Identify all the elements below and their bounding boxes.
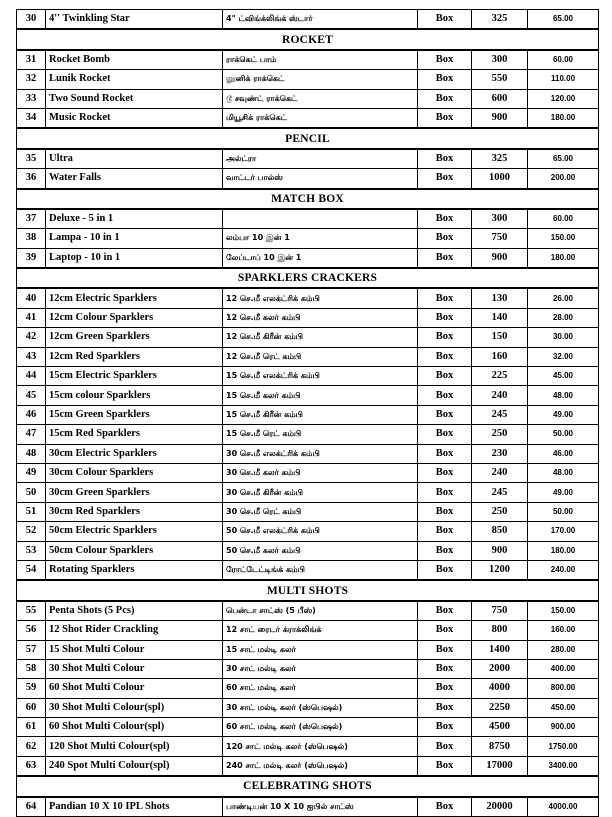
unit-cell: Box — [418, 560, 472, 580]
section-title: ROCKET — [17, 29, 599, 49]
amount-cell: 800.00 — [528, 679, 599, 698]
item-number-cell: 31 — [17, 50, 46, 70]
unit-cell: Box — [418, 367, 472, 386]
quantity-cell: 240 — [472, 463, 528, 482]
product-row — [17, 621, 599, 640]
amount-cell: 50.00 — [528, 502, 599, 521]
item-name-english-cell: 12cm Colour Sparklers — [46, 308, 223, 327]
quantity-cell: 900 — [472, 108, 528, 128]
item-name-tamil-cell: 30 செ.மீ ரெட் கம்பி — [223, 502, 418, 521]
item-name-tamil-cell: ரோட்டேட்டிங்க் கம்பி — [223, 560, 418, 580]
amount-cell: 120.00 — [528, 89, 599, 108]
unit-cell: Box — [418, 288, 472, 308]
unit-cell: Box — [418, 621, 472, 640]
item-name-english-cell: 30cm Electric Sparklers — [46, 444, 223, 463]
item-number-cell: 61 — [17, 718, 46, 737]
unit-cell: Box — [418, 444, 472, 463]
unit-cell: Box — [418, 405, 472, 424]
amount-cell: 49.00 — [528, 483, 599, 502]
item-name-tamil-cell: லேப்டாப் 10 இன் 1 — [223, 248, 418, 268]
item-name-english-cell: 15cm Electric Sparklers — [46, 367, 223, 386]
item-name-english-cell: Ultra — [46, 149, 223, 169]
item-name-tamil-cell: 30 செ.மீ கிரீன் கம்பி — [223, 483, 418, 502]
quantity-cell: 160 — [472, 347, 528, 366]
amount-cell: 65.00 — [528, 10, 599, 30]
quantity-cell: 550 — [472, 70, 528, 89]
amount-cell: 1750.00 — [528, 737, 599, 756]
item-name-tamil-cell: 15 சாட் மல்டி கலர் — [223, 640, 418, 659]
item-name-english-cell: Deluxe - 5 in 1 — [46, 209, 223, 229]
item-name-english-cell: 30 Shot Multi Colour — [46, 659, 223, 678]
item-number-cell: 49 — [17, 463, 46, 482]
item-number-cell: 36 — [17, 169, 46, 189]
unit-cell: Box — [418, 522, 472, 541]
amount-cell: 170.00 — [528, 522, 599, 541]
item-number-cell: 57 — [17, 640, 46, 659]
item-number-cell: 34 — [17, 108, 46, 128]
section-title: PENCIL — [17, 128, 599, 148]
item-name-english-cell: 15cm Red Sparklers — [46, 425, 223, 444]
item-name-tamil-cell: 12 செ.மீ கலர் கம்பி — [223, 308, 418, 327]
item-name-english-cell: 50cm Electric Sparklers — [46, 522, 223, 541]
item-number-cell: 52 — [17, 522, 46, 541]
quantity-cell: 250 — [472, 425, 528, 444]
amount-cell: 3400.00 — [528, 756, 599, 776]
item-name-tamil-cell: ராக்கெட் பாம் — [223, 50, 418, 70]
amount-cell: 150.00 — [528, 229, 599, 248]
item-number-cell: 33 — [17, 89, 46, 108]
item-name-english-cell: 30cm Colour Sparklers — [46, 463, 223, 482]
amount-cell: 60.00 — [528, 50, 599, 70]
item-name-tamil-cell: 12 செ.மீ ரெட் கம்பி — [223, 347, 418, 366]
quantity-cell: 750 — [472, 229, 528, 248]
item-name-english-cell: Two Sound Rocket — [46, 89, 223, 108]
quantity-cell: 225 — [472, 367, 528, 386]
amount-cell: 110.00 — [528, 70, 599, 89]
quantity-cell: 2250 — [472, 698, 528, 717]
item-name-tamil-cell: பாண்டியன் 10 X 10 ஐபில் சாட்ஸ் — [223, 797, 418, 817]
amount-cell: 180.00 — [528, 108, 599, 128]
quantity-cell: 1400 — [472, 640, 528, 659]
product-row — [17, 347, 599, 366]
item-name-english-cell: 30cm Green Sparklers — [46, 483, 223, 502]
section-header-row — [17, 189, 599, 209]
item-name-english-cell: Pandian 10 X 10 IPL Shots — [46, 797, 223, 817]
quantity-cell: 240 — [472, 386, 528, 405]
item-number-cell: 44 — [17, 367, 46, 386]
quantity-cell: 1200 — [472, 560, 528, 580]
unit-cell: Box — [418, 70, 472, 89]
amount-cell: 400.00 — [528, 659, 599, 678]
item-name-tamil-cell: 15 செ.மீ ரெட் கம்பி — [223, 425, 418, 444]
product-row — [17, 70, 599, 89]
unit-cell: Box — [418, 347, 472, 366]
item-name-tamil-cell: 30 செ.மீ கலர் கம்பி — [223, 463, 418, 482]
unit-cell: Box — [418, 718, 472, 737]
unit-cell: Box — [418, 248, 472, 268]
quantity-cell: 325 — [472, 149, 528, 169]
item-name-tamil-cell: பென்டா சாட்ஸ் (5 பீஸ்) — [223, 601, 418, 621]
product-row — [17, 89, 599, 108]
quantity-cell: 300 — [472, 209, 528, 229]
item-number-cell: 45 — [17, 386, 46, 405]
quantity-cell: 245 — [472, 483, 528, 502]
unit-cell: Box — [418, 679, 472, 698]
unit-cell: Box — [418, 169, 472, 189]
unit-cell: Box — [418, 386, 472, 405]
product-row — [17, 698, 599, 717]
unit-cell: Box — [418, 737, 472, 756]
unit-cell: Box — [418, 108, 472, 128]
quantity-cell: 4000 — [472, 679, 528, 698]
item-number-cell: 30 — [17, 10, 46, 30]
item-number-cell: 37 — [17, 209, 46, 229]
item-name-tamil-cell: 4" ட்விங்க்லிங்க் ஸ்டார் — [223, 10, 418, 30]
amount-cell: 45.00 — [528, 367, 599, 386]
item-name-english-cell: Water Falls — [46, 169, 223, 189]
item-number-cell: 35 — [17, 149, 46, 169]
item-number-cell: 51 — [17, 502, 46, 521]
product-row — [17, 169, 599, 189]
quantity-cell: 800 — [472, 621, 528, 640]
item-number-cell: 50 — [17, 483, 46, 502]
amount-cell: 65.00 — [528, 149, 599, 169]
item-name-tamil-cell: 15 செ.மீ எலக்ட்ரிக் கம்பி — [223, 367, 418, 386]
amount-cell: 60.00 — [528, 209, 599, 229]
item-name-tamil-cell: 30 சாட் மல்டி கலர் — [223, 659, 418, 678]
item-name-tamil-cell: மியூசிக் ராக்கெட் — [223, 108, 418, 128]
section-header-row — [17, 580, 599, 600]
section-title: MATCH BOX — [17, 189, 599, 209]
quantity-cell: 300 — [472, 50, 528, 70]
quantity-cell: 600 — [472, 89, 528, 108]
item-number-cell: 62 — [17, 737, 46, 756]
item-name-english-cell: 12cm Red Sparklers — [46, 347, 223, 366]
quantity-cell: 130 — [472, 288, 528, 308]
product-row — [17, 444, 599, 463]
item-name-tamil-cell — [223, 209, 418, 229]
amount-cell: 4000.00 — [528, 797, 599, 817]
item-name-english-cell: 15 Shot Multi Colour — [46, 640, 223, 659]
unit-cell: Box — [418, 541, 472, 560]
quantity-cell: 750 — [472, 601, 528, 621]
quantity-cell: 150 — [472, 328, 528, 347]
amount-cell: 240.00 — [528, 560, 599, 580]
product-row — [17, 522, 599, 541]
item-number-cell: 32 — [17, 70, 46, 89]
item-name-english-cell: 240 Spot Multi Colour(spl) — [46, 756, 223, 776]
item-name-tamil-cell: 50 செ.மீ எலக்ட்ரிக் கம்பி — [223, 522, 418, 541]
item-name-english-cell: Rocket Bomb — [46, 50, 223, 70]
item-name-tamil-cell: 240 சாட் மல்டி கலர் (ஸ்பெஷல்) — [223, 756, 418, 776]
item-name-tamil-cell: 50 செ.மீ கலர் கம்பி — [223, 541, 418, 560]
product-row — [17, 248, 599, 268]
item-name-english-cell: Laptop - 10 in 1 — [46, 248, 223, 268]
item-name-tamil-cell: லம்பா 10 இன் 1 — [223, 229, 418, 248]
item-name-english-cell: 60 Shot Multi Colour — [46, 679, 223, 698]
quantity-cell: 325 — [472, 10, 528, 30]
section-header-row — [17, 776, 599, 796]
amount-cell: 32.00 — [528, 347, 599, 366]
amount-cell: 450.00 — [528, 698, 599, 717]
amount-cell: 180.00 — [528, 541, 599, 560]
quantity-cell: 4500 — [472, 718, 528, 737]
product-row — [17, 640, 599, 659]
amount-cell: 46.00 — [528, 444, 599, 463]
item-name-tamil-cell: 12 செ.மீ கிரீன் கம்பி — [223, 328, 418, 347]
item-name-english-cell: Rotating Sparklers — [46, 560, 223, 580]
amount-cell: 200.00 — [528, 169, 599, 189]
item-number-cell: 43 — [17, 347, 46, 366]
section-title: MULTI SHOTS — [17, 580, 599, 600]
item-number-cell: 47 — [17, 425, 46, 444]
item-number-cell: 42 — [17, 328, 46, 347]
item-name-tamil-cell: 30 செ.மீ எலக்ட்ரிக் கம்பி — [223, 444, 418, 463]
unit-cell: Box — [418, 149, 472, 169]
unit-cell: Box — [418, 483, 472, 502]
item-name-tamil-cell: 30 சாட் மல்டி கலர் (ஸ்பெஷல்) — [223, 698, 418, 717]
item-number-cell: 59 — [17, 679, 46, 698]
item-number-cell: 41 — [17, 308, 46, 327]
quantity-cell: 2000 — [472, 659, 528, 678]
item-name-english-cell: 60 Shot Multi Colour(spl) — [46, 718, 223, 737]
product-row — [17, 405, 599, 424]
item-name-tamil-cell: லூனிக் ராக்கெட் — [223, 70, 418, 89]
item-name-english-cell: 4'' Twinkling Star — [46, 10, 223, 30]
item-name-english-cell: 15cm Green Sparklers — [46, 405, 223, 424]
product-row — [17, 797, 599, 817]
item-name-tamil-cell: வாட்டர் பால்ஸ் — [223, 169, 418, 189]
item-name-tamil-cell: 15 செ.மீ கலர் கம்பி — [223, 386, 418, 405]
product-row — [17, 149, 599, 169]
product-row — [17, 463, 599, 482]
unit-cell: Box — [418, 229, 472, 248]
product-row — [17, 560, 599, 580]
item-number-cell: 58 — [17, 659, 46, 678]
product-row — [17, 737, 599, 756]
quantity-cell: 1000 — [472, 169, 528, 189]
product-row — [17, 386, 599, 405]
product-row — [17, 288, 599, 308]
quantity-cell: 17000 — [472, 756, 528, 776]
section-header-row — [17, 128, 599, 148]
unit-cell: Box — [418, 425, 472, 444]
item-number-cell: 46 — [17, 405, 46, 424]
item-name-tamil-cell: டூ சவுண்ட் ராக்கெட் — [223, 89, 418, 108]
unit-cell: Box — [418, 502, 472, 521]
quantity-cell: 850 — [472, 522, 528, 541]
item-name-tamil-cell: 60 சாட் மல்டி கலர் (ஸ்பெஷல்) — [223, 718, 418, 737]
quantity-cell: 8750 — [472, 737, 528, 756]
unit-cell: Box — [418, 601, 472, 621]
product-row — [17, 718, 599, 737]
quantity-cell: 230 — [472, 444, 528, 463]
unit-cell: Box — [418, 756, 472, 776]
unit-cell: Box — [418, 209, 472, 229]
unit-cell: Box — [418, 50, 472, 70]
product-row — [17, 10, 599, 30]
item-name-tamil-cell: 60 சாட் மல்டி கலர் — [223, 679, 418, 698]
item-name-english-cell: Lunik Rocket — [46, 70, 223, 89]
amount-cell: 48.00 — [528, 386, 599, 405]
unit-cell: Box — [418, 328, 472, 347]
item-name-english-cell: 30 Shot Multi Colour(spl) — [46, 698, 223, 717]
amount-cell: 26.00 — [528, 288, 599, 308]
amount-cell: 49.00 — [528, 405, 599, 424]
unit-cell: Box — [418, 698, 472, 717]
item-name-english-cell: 15cm colour Sparklers — [46, 386, 223, 405]
product-row — [17, 502, 599, 521]
item-number-cell: 54 — [17, 560, 46, 580]
item-name-english-cell: Lampa - 10 in 1 — [46, 229, 223, 248]
amount-cell: 50.00 — [528, 425, 599, 444]
item-name-tamil-cell: 120 சாட் மல்டி கலர் (ஸ்பெஷல்) — [223, 737, 418, 756]
item-number-cell: 55 — [17, 601, 46, 621]
item-number-cell: 53 — [17, 541, 46, 560]
unit-cell: Box — [418, 659, 472, 678]
item-name-english-cell: 30cm Red Sparklers — [46, 502, 223, 521]
product-row — [17, 425, 599, 444]
product-row — [17, 679, 599, 698]
product-row — [17, 229, 599, 248]
amount-cell: 180.00 — [528, 248, 599, 268]
item-number-cell: 39 — [17, 248, 46, 268]
section-header-row — [17, 29, 599, 49]
item-number-cell: 63 — [17, 756, 46, 776]
product-row — [17, 209, 599, 229]
item-number-cell: 56 — [17, 621, 46, 640]
quantity-cell: 20000 — [472, 797, 528, 817]
quantity-cell: 245 — [472, 405, 528, 424]
amount-cell: 30.00 — [528, 328, 599, 347]
quantity-cell: 250 — [472, 502, 528, 521]
item-number-cell: 48 — [17, 444, 46, 463]
product-row — [17, 756, 599, 776]
product-row — [17, 328, 599, 347]
amount-cell: 160.00 — [528, 621, 599, 640]
unit-cell: Box — [418, 463, 472, 482]
quantity-cell: 900 — [472, 541, 528, 560]
item-name-english-cell: 120 Shot Multi Colour(spl) — [46, 737, 223, 756]
unit-cell: Box — [418, 797, 472, 817]
product-row — [17, 308, 599, 327]
product-row — [17, 541, 599, 560]
item-name-tamil-cell: 15 செ.மீ கிரீன் கம்பி — [223, 405, 418, 424]
quantity-cell: 140 — [472, 308, 528, 327]
section-title: CELEBRATING SHOTS — [17, 776, 599, 796]
item-name-english-cell: 12cm Green Sparklers — [46, 328, 223, 347]
product-row — [17, 50, 599, 70]
amount-cell: 900.00 — [528, 718, 599, 737]
unit-cell: Box — [418, 640, 472, 659]
item-name-english-cell: 12 Shot Rider Crackling — [46, 621, 223, 640]
item-name-tamil-cell: அல்ட்ரா — [223, 149, 418, 169]
item-name-tamil-cell: 12 செ.மீ எலக்ட்ரிக் கம்பி — [223, 288, 418, 308]
price-list-table — [16, 9, 599, 817]
section-header-row — [17, 268, 599, 288]
item-name-english-cell: 50cm Colour Sparklers — [46, 541, 223, 560]
product-row — [17, 108, 599, 128]
item-name-english-cell: Penta Shots (5 Pcs) — [46, 601, 223, 621]
product-row — [17, 601, 599, 621]
price-list-body — [17, 10, 599, 817]
item-number-cell: 40 — [17, 288, 46, 308]
unit-cell: Box — [418, 308, 472, 327]
item-number-cell: 64 — [17, 797, 46, 817]
product-row — [17, 483, 599, 502]
unit-cell: Box — [418, 89, 472, 108]
section-title: SPARKLERS CRACKERS — [17, 268, 599, 288]
item-number-cell: 38 — [17, 229, 46, 248]
item-name-tamil-cell: 12 சாட் ரைடர் க்ராக்லிங்க் — [223, 621, 418, 640]
unit-cell: Box — [418, 10, 472, 30]
amount-cell: 28.00 — [528, 308, 599, 327]
product-row — [17, 367, 599, 386]
amount-cell: 150.00 — [528, 601, 599, 621]
product-row — [17, 659, 599, 678]
item-name-english-cell: Music Rocket — [46, 108, 223, 128]
item-number-cell: 60 — [17, 698, 46, 717]
amount-cell: 48.00 — [528, 463, 599, 482]
quantity-cell: 900 — [472, 248, 528, 268]
amount-cell: 280.00 — [528, 640, 599, 659]
item-name-english-cell: 12cm Electric Sparklers — [46, 288, 223, 308]
